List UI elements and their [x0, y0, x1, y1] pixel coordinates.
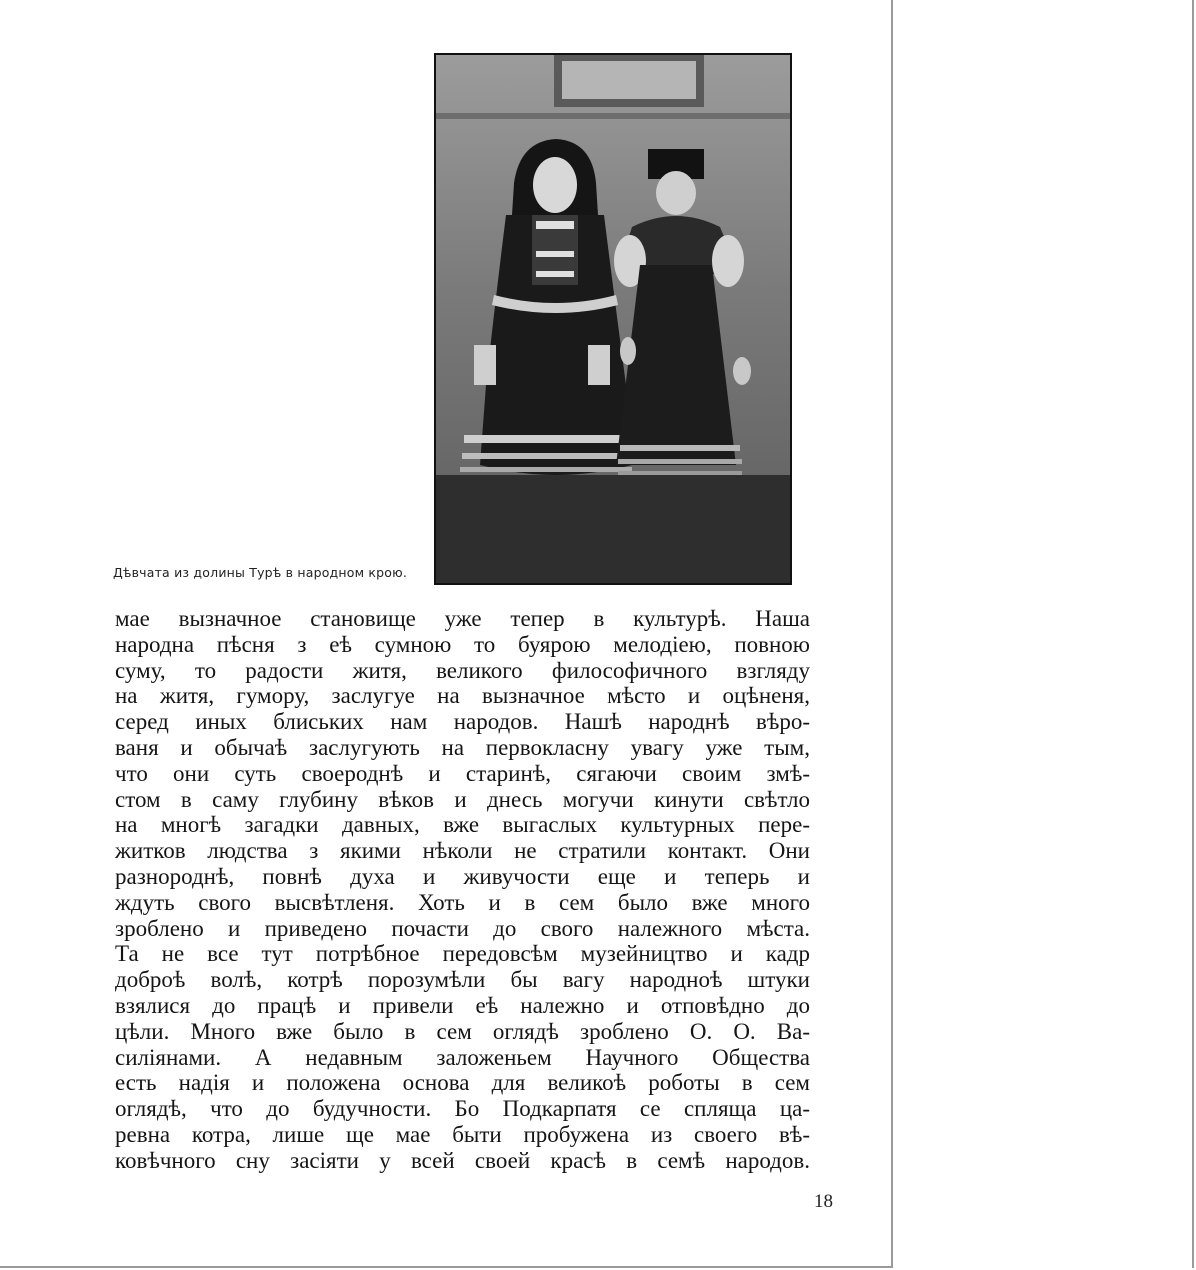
text-line: суму, то радости житя, великого философичного взгляду	[115, 657, 810, 683]
text-line: силiянами. А недавным заложеньем Научного Общества	[115, 1044, 810, 1070]
text-line: цѣли. Много вже было в сем оглядѣ зроблено О. О. Ва-	[115, 1018, 810, 1044]
photograph-two-girls-folk-costume	[434, 53, 792, 585]
text-line: ждуть свого высвѣтленя. Хоть и в сем было вже много	[115, 889, 810, 915]
text-line: доброѣ волѣ, котрѣ порозумѣли бы вагу народноѣ штуки	[115, 967, 810, 993]
text-line: оглядѣ, что до будучности. Бо Подкарпатя се спляща ца-	[115, 1096, 810, 1122]
text-line: стом в саму глубину вѣков и днесь могучи кинути свѣтло	[115, 786, 810, 812]
text-line: на многѣ загадки давных, вже выгаслых культурных пере-	[115, 812, 810, 838]
adjacent-page-edge	[1192, 0, 1194, 1268]
text-line: народна пѣсня з еѣ сумною то буярою мелодiею, повною	[115, 631, 810, 657]
text-line: ваня и обычаѣ заслугують на первокласну увагу уже тым,	[115, 734, 810, 760]
text-line: взялися до працѣ и привели еѣ належно и отповѣдно до	[115, 992, 810, 1018]
page-number: 18	[814, 1191, 833, 1212]
photograph-image	[436, 55, 790, 583]
text-line: ковѣчного сну засiяти у всей своей красѣ в семѣ народов.	[115, 1147, 810, 1173]
text-line: Та не все тут потрѣбное передовсѣм музейництво и кадр	[115, 941, 810, 967]
photo-caption: Дѣвчата из долины Турѣ в народном крою.	[113, 565, 408, 580]
text-line: ревна котра, лише ще мае быти пробужена из своего вѣ-	[115, 1121, 810, 1147]
text-line: на житя, гумору, заслугуе на вызначное мѣсто и оцѣненя,	[115, 683, 810, 709]
text-line: зроблено и приведено почасти до свого належного мѣста.	[115, 915, 810, 941]
text-line: разнороднѣ, повнѣ духа и живучости еще и теперь и	[115, 863, 810, 889]
text-line: мае вызначное становище уже тепер в культурѣ. Наша	[115, 606, 810, 631]
text-line: что они суть своероднѣ и старинѣ, сягаючи своим змѣ-	[115, 760, 810, 786]
text-line: житков людства з якими нѣколи не стратили контакт. Они	[115, 838, 810, 864]
text-line: есть надiя и положена основа для великоѣ роботы в сем	[115, 1070, 810, 1096]
text-line: серед иных блиських нам народов. Нашѣ народнѣ вѣро-	[115, 709, 810, 735]
body-text	[115, 606, 810, 1174]
